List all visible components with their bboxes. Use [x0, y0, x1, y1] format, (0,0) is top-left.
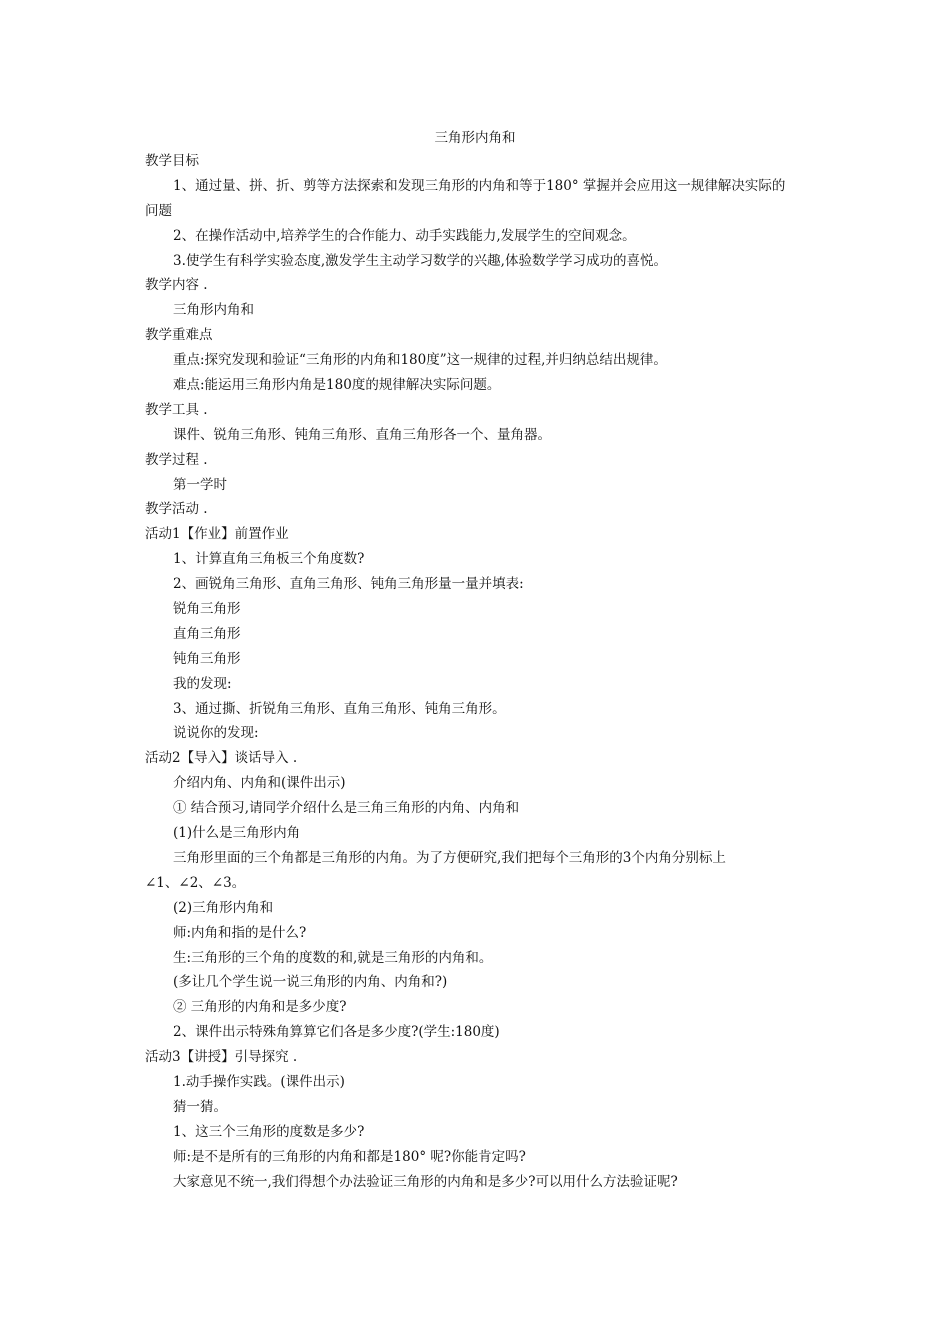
document-line: 课件、锐角三角形、钝角三角形、直角三角形各一个、量角器。	[173, 426, 551, 443]
document-line: 活动1【作业】前置作业	[145, 526, 289, 543]
document-line: 钝角三角形	[173, 650, 241, 667]
document-body	[145, 149, 810, 1194]
document-line: 猜一猜。	[173, 1098, 227, 1115]
document-line: 教学过程 .	[145, 451, 208, 468]
document-line: 教学工具 .	[145, 401, 208, 418]
document-line: 重点:探究发现和验证“三角形的内角和180度”这一规律的过程,并归纳总结出规律。	[173, 352, 667, 369]
document-line: ∠1、∠2、∠3。	[145, 874, 246, 891]
document-line: 直角三角形	[173, 625, 241, 642]
document-line: 教学活动 .	[145, 501, 208, 518]
document-line: 三角形内角和	[173, 302, 254, 319]
document-line: 锐角三角形	[173, 601, 241, 618]
document-line: 1、通过量、拼、折、剪等方法探索和发现三角形的内角和等于180° 掌握并会应用这一规律解决实际的	[173, 177, 786, 194]
document-line: 师:是不是所有的三角形的内角和都是180° 呢?你能肯定吗?	[173, 1148, 526, 1165]
document-line: 生:三角形的三个角的度数的和,就是三角形的内角和。	[173, 949, 493, 966]
document-line: 问题	[145, 202, 172, 219]
document-line: ② 三角形的内角和是多少度?	[173, 999, 347, 1016]
document-line: 3.使学生有科学实验态度,激发学生主动学习数学的兴趣,体验数学学习成功的喜悦。	[173, 252, 667, 269]
document-line: 我的发现:	[173, 675, 232, 692]
document-title: 三角形内角和	[434, 130, 516, 146]
document-line: 2、画锐角三角形、直角三角形、钝角三角形量一量并填表:	[173, 576, 524, 593]
document-line: ① 结合预习,请同学介绍什么是三角三角形的内角、内角和	[173, 800, 520, 817]
document-line: (2)三角形内角和	[173, 899, 274, 916]
document-line: (1)什么是三角形内角	[173, 825, 301, 842]
document-line: 活动2【导入】谈话导入 .	[145, 750, 298, 767]
document-line: 1、这三个三角形的度数是多少?	[173, 1123, 365, 1140]
document-line: 教学目标	[145, 153, 199, 169]
document-line: 三角形里面的三个角都是三角形的内角。为了方便研究,我们把每个三角形的3个内角分别标上	[173, 849, 726, 866]
document-line: 第一学时	[173, 476, 227, 493]
document-line: 大家意见不统一,我们得想个办法验证三角形的内角和是多少?可以用什么方法验证呢?	[173, 1173, 678, 1190]
document-line: 说说你的发现:	[173, 725, 259, 742]
document-line: 教学内容 .	[145, 277, 208, 294]
document-line: 师:内角和指的是什么?	[173, 924, 307, 941]
document-line: (多让几个学生说一说三角形的内角、内角和?)	[173, 974, 448, 991]
document-line: 2、课件出示特殊角算算它们各是多少度?(学生:180度)	[173, 1024, 500, 1041]
document-line: 1、计算直角三角板三个角度数?	[173, 551, 365, 568]
document-line: 难点:能运用三角形内角是180度的规律解决实际问题。	[173, 377, 501, 394]
document-line: 活动3【讲授】引导探究 .	[145, 1049, 298, 1066]
document-line: 3、通过撕、折锐角三角形、直角三角形、钝角三角形。	[173, 700, 506, 717]
document-line: 1.动手操作实践。(课件出示)	[173, 1073, 345, 1090]
document-line: 2、在操作活动中,培养学生的合作能力、动手实践能力,发展学生的空间观念。	[173, 227, 636, 244]
document-line: 教学重难点	[145, 327, 213, 344]
document-line: 介绍内角、内角和(课件出示)	[173, 775, 346, 792]
